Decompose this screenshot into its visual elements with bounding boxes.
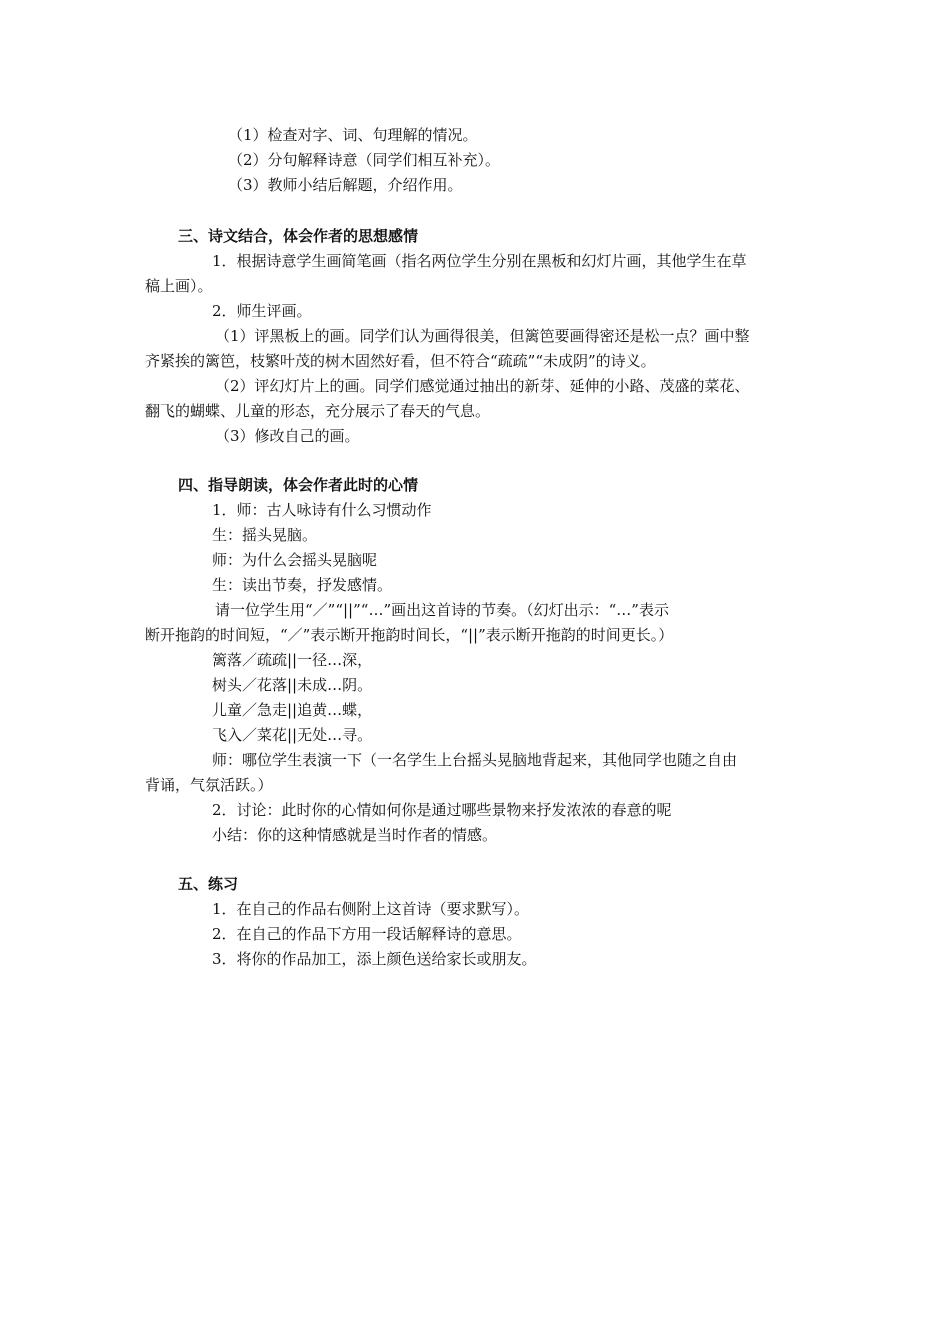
poem-line: 树头／花落||未成…阴。 <box>212 676 373 694</box>
list-item: 3．将你的作品加工，添上颜色送给家长或朋友。 <box>212 950 537 968</box>
paragraph-line: （3）修改自己的画。 <box>215 427 360 445</box>
paragraph-line: 师：为什么会摇头晃脑呢 <box>212 551 378 569</box>
list-item: 2．在自己的作品下方用一段话解释诗的意思。 <box>212 925 522 943</box>
list-item: 1．在自己的作品右侧附上这首诗（要求默写）。 <box>212 900 530 918</box>
list-item: （3）教师小结后解题，介绍作用。 <box>228 176 463 194</box>
paragraph-line: 2．讨论：此时你的心情如何你是通过哪些景物来抒发浓浓的春意的呢 <box>212 801 672 819</box>
paragraph-line: 稿上画）。 <box>145 277 213 295</box>
paragraph-line: 生：读出节奏，抒发感情。 <box>212 576 393 594</box>
paragraph-line: 2．师生评画。 <box>212 302 312 320</box>
poem-line: 篱落／疏疏||一径…深， <box>212 651 373 669</box>
section-heading: 五、练习 <box>178 875 239 893</box>
list-item: （2）分句解释诗意（同学们相互补充）。 <box>228 151 501 169</box>
paragraph-line: 1．根据诗意学生画简笔画（指名两位学生分别在黑板和幻灯片画，其他学生在草 <box>212 252 747 270</box>
paragraph-line: 生：摇头晃脑。 <box>212 526 318 544</box>
paragraph-line: 请一位学生用“／”“||”“…”画出这首诗的节奏。（幻灯出示：“…”表示 <box>215 601 669 619</box>
paragraph-line: （2）评幻灯片上的画。同学们感觉通过抽出的新芽、延伸的小路、茂盛的菜花、 <box>215 377 750 395</box>
paragraph-line: 齐紧挨的篱笆，枝繁叶茂的树木固然好看，但不符合“疏疏”“未成阴”的诗义。 <box>145 352 656 370</box>
paragraph-line: 1．师：古人咏诗有什么习惯动作 <box>212 501 432 519</box>
list-item: （1）检查对字、词、句理解的情况。 <box>228 126 478 144</box>
paragraph-line: （1）评黑板上的画。同学们认为画得很美，但篱笆要画得密还是松一点？画中整 <box>215 327 750 345</box>
paragraph-line: 师：哪位学生表演一下（一名学生上台摇头晃脑地背起来，其他同学也随之自由 <box>212 751 738 769</box>
poem-line: 飞入／菜花||无处…寻。 <box>212 726 373 744</box>
section-heading: 四、指导朗读，体会作者此时的心情 <box>178 476 419 494</box>
poem-line: 儿童／急走||追黄…蝶， <box>212 701 373 719</box>
paragraph-line: 小结：你的这种情感就是当时作者的情感。 <box>212 826 498 844</box>
paragraph-line: 断开拖韵的时间短，“／”表示断开拖韵时间长，“||”表示断开拖韵的时间更长。） <box>145 626 674 644</box>
section-heading: 三、诗文结合，体会作者的思想感情 <box>178 227 419 245</box>
paragraph-line: 背诵，气氛活跃。） <box>145 776 273 794</box>
paragraph-line: 翻飞的蝴蝶、儿童的形态，充分展示了春天的气息。 <box>145 402 491 420</box>
